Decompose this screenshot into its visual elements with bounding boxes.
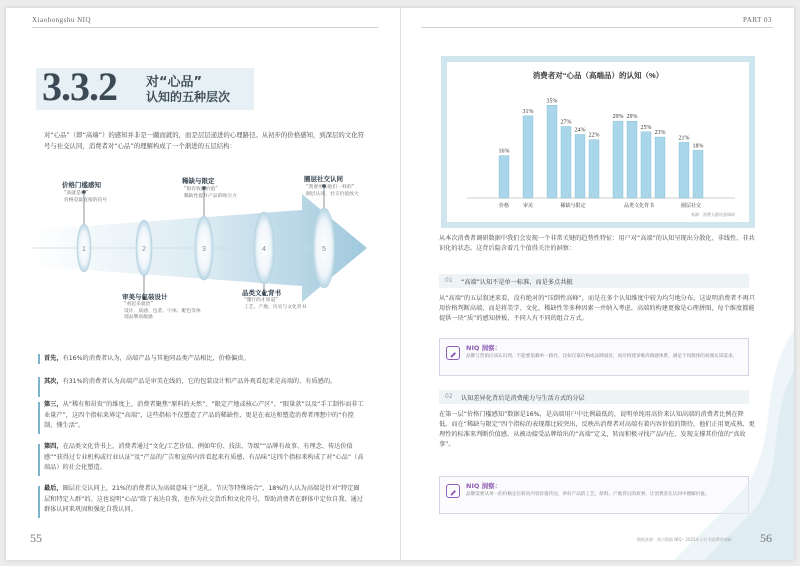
bar bbox=[575, 134, 585, 198]
right-page bbox=[400, 8, 794, 560]
data-label: 27% bbox=[560, 119, 572, 126]
section-title-line1: 对“心品” bbox=[146, 75, 203, 90]
insight-number: 01 bbox=[445, 277, 453, 284]
category-label: 审美 bbox=[522, 203, 534, 209]
data-label: 23% bbox=[654, 130, 666, 137]
stage-note-aesthetic: “看起来就贵” 设计、质感、包装、字体、配色等体现品牌高级感 bbox=[124, 302, 201, 320]
chart-card bbox=[447, 62, 749, 222]
header-rule bbox=[32, 27, 378, 28]
stage-number: 1 bbox=[82, 246, 86, 253]
data-label: 21% bbox=[678, 135, 690, 142]
paragraph-body: 有31%的消费者认为高端产品是审美在线的，它的包装设计和产品外观看起来是高端的、有质感的。 bbox=[62, 378, 337, 385]
summary-paragraph: 从本次消费者调研数据中我们会发现一个非常关键的趋势性特征：用户对“高端”的认知呈现出分散化、非线性、非共识化的状态。这背后隐含着几个值得关注的洞察： bbox=[439, 235, 755, 252]
running-head-brand: Xiaohongshu NIQ bbox=[32, 16, 92, 24]
data-label: 22% bbox=[588, 132, 600, 139]
stage-note-social: “我要用和他们一样的” 圈层认同，社交价值放大 bbox=[306, 185, 359, 197]
insight-title: “高端”认知不是单一标准，而是多点共振 bbox=[461, 279, 573, 286]
category-label: 稀缺与限定 bbox=[560, 203, 586, 209]
stage-label-culture: 品类文化背书 bbox=[242, 289, 281, 297]
bar bbox=[523, 116, 533, 198]
paragraph-lead: 第四， bbox=[44, 443, 63, 450]
edit-icon bbox=[446, 346, 460, 360]
paragraph-fourth bbox=[44, 442, 364, 474]
para-accent bbox=[38, 402, 40, 434]
paragraph-first bbox=[44, 354, 364, 365]
bar bbox=[693, 150, 703, 198]
paragraph-body: 圈层社交认同上，21%的消费者认为高端意味于“送礼、节庆等特殊场合”，18%的人认为高端是针对“特定圈层和特定人群”的。这也说明“心品”除了表达自我，也作为社交货币和文化符号，帮助消费者在群体中定位自我、通过群体认同来巩固和强化自我认同。 bbox=[44, 485, 363, 513]
section-number: 3.3.2 bbox=[42, 64, 117, 109]
paragraph-second bbox=[44, 377, 364, 388]
insight-paragraph-2: 在第一层“价格门槛感知”数据是16%，是高端用户中比例最低的，说明单纯用高价来认知高端的消费者比例在降低。而在“稀缺与限定”四个指标的表现都比较突出，反映出消费者对高端有着内容价值的期待，他们正用更成熟、更理性的标准来判断价值感，从被动接受品牌给出的“高端”定义，转而积极寻找产品内在、发现支撑其价值的“真故事”。 bbox=[439, 411, 755, 448]
running-head-part: PART 03 bbox=[743, 16, 772, 24]
data-label: 35% bbox=[546, 98, 558, 105]
data-label: 18% bbox=[692, 143, 704, 150]
data-label: 24% bbox=[574, 127, 586, 134]
data-label: 29% bbox=[612, 114, 624, 121]
category-label: 圈层社交 bbox=[680, 203, 702, 209]
category-label: 品类文化背书 bbox=[623, 203, 655, 209]
insight-title: 认知差异化背后是消费能力与生活方式的分层 bbox=[461, 395, 585, 402]
para-accent bbox=[38, 444, 40, 476]
para-accent bbox=[38, 354, 40, 364]
chart-source: 来源：消费人群问卷调研 bbox=[691, 212, 735, 217]
bar bbox=[561, 126, 571, 198]
data-label: 16% bbox=[498, 148, 510, 155]
paragraph-fifth bbox=[44, 484, 364, 516]
paragraph-third bbox=[44, 400, 364, 432]
stage-label-social: 圈层社交认同 bbox=[304, 175, 343, 183]
five-level-diagram bbox=[32, 175, 372, 320]
bar bbox=[641, 132, 651, 198]
chart-title: 消费者对“心品（高端品）的认知（%） bbox=[532, 71, 664, 80]
insight-header-1 bbox=[439, 274, 749, 288]
para-accent bbox=[38, 377, 40, 397]
header-rule bbox=[421, 27, 773, 28]
data-label: 25% bbox=[640, 124, 652, 131]
data-label: 29% bbox=[626, 114, 638, 121]
insight-paragraph-1: 从“高端”的五层叙述来看，没有绝对的“压倒性高峰”，而是在多个认知维度中较为均匀地分布。这说明消费者不再只用价格判断高端，而是将美学、文化、稀缺性等多种因素一并纳入考虑。高端的构建更像是心理拼图，每个维度都能提供一块“质”的感知拼板，不同人有不同的组合方式。 bbox=[439, 295, 756, 322]
bar bbox=[655, 137, 665, 198]
paragraph-body: 有16%的消费者认为，高端产品与其他同品类产品相比，价格偏贵。 bbox=[62, 355, 250, 362]
bar bbox=[679, 142, 689, 198]
intro-paragraph: 对“心品”（即“高端”）的感知并非是一蹴而就的，而是层层递进的心理路径。从初步的价格感知，到深层的文化符号与社交认同，消费者对“心品”的理解构成了一个渐进的五层结构： bbox=[44, 131, 364, 150]
stage-number: 5 bbox=[322, 246, 326, 253]
niq-insight-title: NIQ 洞察： bbox=[466, 344, 502, 352]
paragraph-body: 从“稀有和昂贵”的维度上，消费者聚焦“原料的天然”、“限定产地或核心产区”、“限量款”以及“手工制作而非工业量产”，这四个指标来界定“高端”，这些指标不仅塑造了产品的稀缺性，更是在表达和塑造消费者理想中的“有控制、懂生活”。 bbox=[44, 401, 364, 429]
stage-number: 4 bbox=[262, 246, 266, 253]
paragraph-lead: 第三， bbox=[44, 401, 63, 408]
bar bbox=[613, 121, 623, 198]
decorative-wave bbox=[674, 330, 794, 560]
bar-chart bbox=[447, 62, 749, 222]
stage-label-scarcity: 稀缺与限定 bbox=[182, 177, 215, 185]
bar bbox=[627, 121, 637, 198]
niq-insight-text: 品牌与营销应该认识到，不能要依赖单一路径，比如仅靠价格或品牌溢价，而应构建多维高端感体系，满足不同群体的高端认知需求。 bbox=[466, 354, 738, 359]
page-number-right: 56 bbox=[760, 531, 772, 545]
para-accent bbox=[38, 486, 40, 518]
paragraph-lead: 其次， bbox=[44, 378, 63, 385]
section-title-line2: 认知的五种层次 bbox=[146, 90, 231, 104]
category-label: 价格 bbox=[498, 203, 510, 209]
paragraph-body: 在品类文化背书上，消费者通过“文化/工艺价值、例如年份、技法、等级”“品牌有故事、有理念、传达价值感”“获得过专业机构或行业认证”及“产品的广告和宣传内容看起来有质感、有品味”这四个指标来构成了对“心品”（高端品）的社会化塑造。 bbox=[44, 443, 364, 471]
stage-note-price: “高就是好” 价格是最直接的信号 bbox=[64, 191, 108, 203]
chart-panel bbox=[441, 56, 755, 228]
niq-insight-text: 品牌需要从单一的价格定位转向内容价值传达，讲好产品的工艺、原料、产地背后的故事，让消费者在认同中理解价值。 bbox=[466, 492, 710, 497]
bar bbox=[547, 105, 557, 198]
edit-icon bbox=[446, 484, 460, 498]
paragraph-lead: 最后， bbox=[44, 485, 63, 492]
paragraph-lead: 首先， bbox=[44, 355, 63, 362]
stage-number: 2 bbox=[142, 246, 146, 253]
stage-note-culture: “懂行的才知道” 工艺、产地、历史与文化背书 bbox=[244, 298, 307, 310]
page-number-left: 55 bbox=[30, 531, 42, 545]
footer-source: 数据来源：图示数据 NIQ · 2025年小红书消费者调研 bbox=[637, 537, 732, 542]
niq-insight-title: NIQ 洞察： bbox=[466, 482, 502, 490]
insight-number: 02 bbox=[445, 393, 453, 400]
stage-number: 3 bbox=[202, 246, 206, 253]
left-page bbox=[6, 8, 400, 560]
stage-note-scarcity: “很有收藏价值” 稀缺性提升产品的吸引力 bbox=[184, 187, 237, 199]
bar bbox=[589, 140, 599, 198]
data-label: 31% bbox=[522, 108, 534, 115]
magazine-spread bbox=[6, 8, 794, 560]
stage-label-aesthetic: 审美与包装设计 bbox=[122, 293, 168, 301]
stage-label-price: 价格门槛感知 bbox=[62, 181, 101, 189]
bar bbox=[499, 156, 509, 198]
